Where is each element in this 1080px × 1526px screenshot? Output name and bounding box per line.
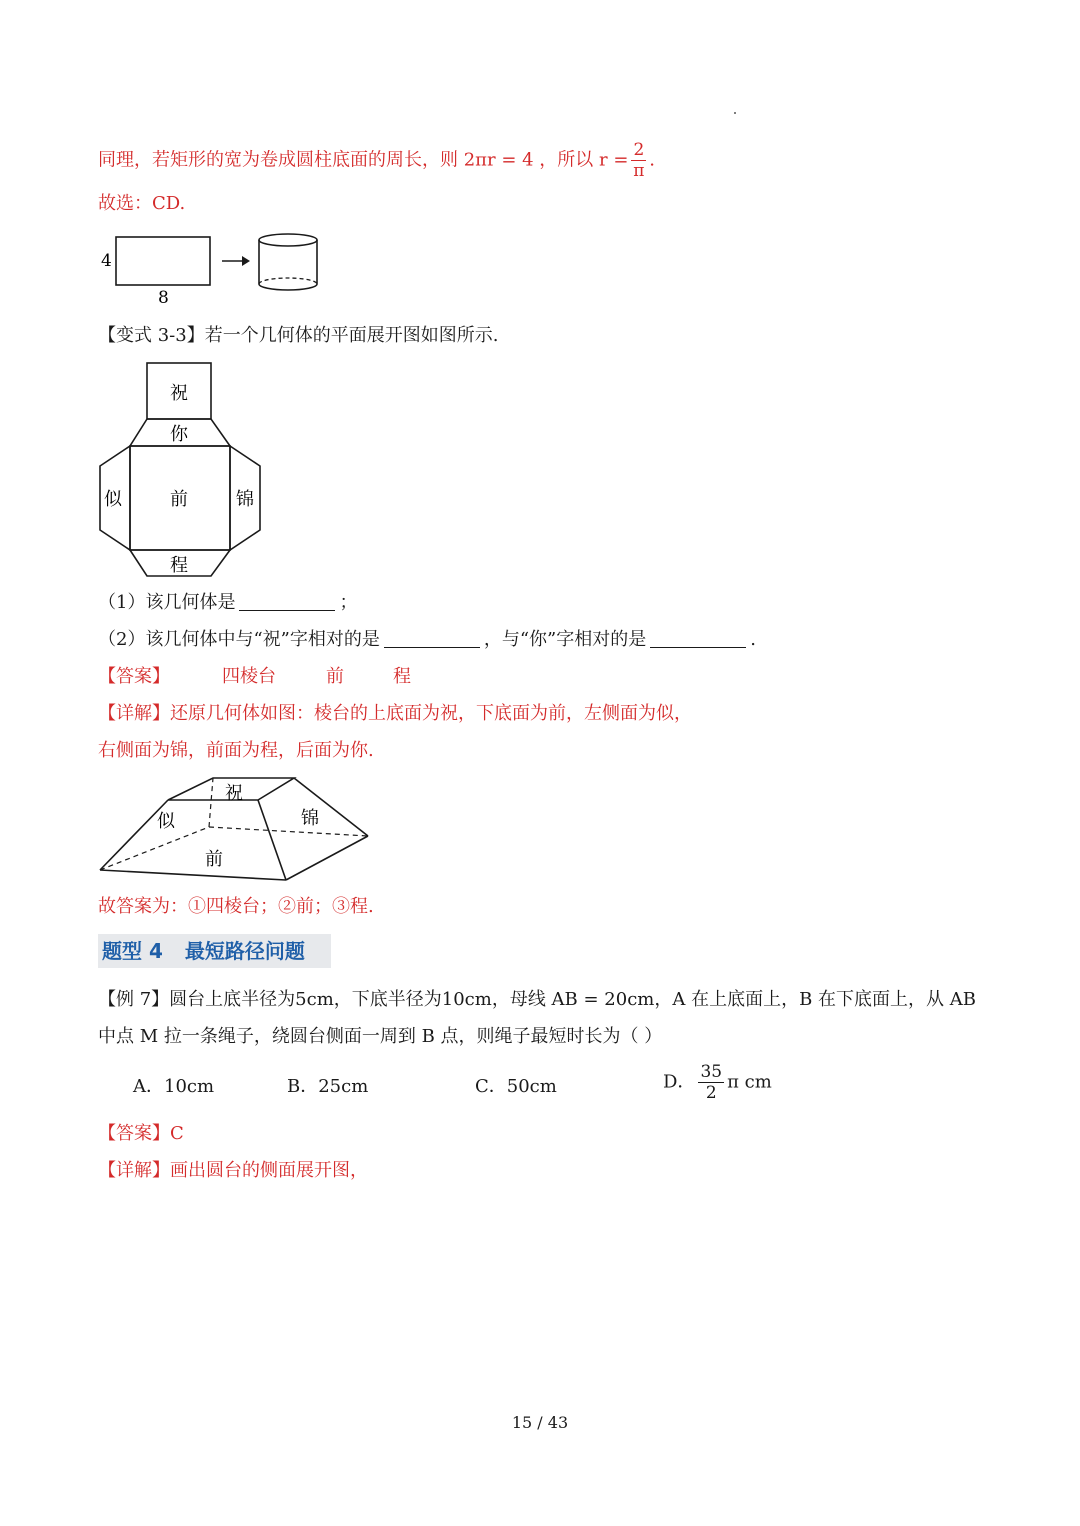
answer-label: 【答案】 <box>98 666 170 687</box>
cylinder-top <box>259 234 317 246</box>
frustum-net-figure <box>96 360 266 580</box>
answer-value-2: 前 <box>326 666 344 687</box>
detail-line-1 <box>98 702 692 726</box>
example-7-detail-label: 【详解】 <box>98 1160 170 1181</box>
frustum-edge-front-right-lateral <box>258 800 286 880</box>
question-2-suffix: . <box>750 629 756 650</box>
example-7-line-2: 中点 M 拉一条绳子，绕圆台侧面一周到 B 点，则绳子最短时长为（ ） <box>98 1026 663 1047</box>
net-label-center: 前 <box>170 489 188 510</box>
option-d-suffix: π cm <box>727 1071 772 1093</box>
fraction-denominator: π <box>633 161 645 181</box>
frustum-label-top: 祝 <box>225 783 243 804</box>
frustum-label-front: 前 <box>205 849 223 870</box>
section-heading <box>98 934 331 968</box>
section-number: 题型 4 <box>102 939 163 963</box>
option-d-fraction <box>698 1062 724 1103</box>
rect-width-label: 8 <box>158 288 169 308</box>
scan-dot <box>734 112 736 114</box>
example-7-answer <box>98 1122 184 1146</box>
net-label-left: 似 <box>104 489 122 510</box>
example-7-line-1: 【例 7】圆台上底半径为5cm，下底半径为10cm，母线 AB = 20cm，A 在上底面上，B 在下底面上，从 AB <box>98 989 976 1010</box>
solution-line-1 <box>98 140 655 181</box>
question-1-text: （1）该几何体是 <box>98 592 236 613</box>
answer-value-3: 程 <box>393 666 411 687</box>
fraction-2-over-pi <box>631 140 646 181</box>
solution-line-2: 故选：CD. <box>98 193 186 214</box>
frustum-edge-bottom-right <box>286 836 368 880</box>
frustum-hidden-back-left-lateral <box>209 778 213 827</box>
example-7-answer-label: 【答案】 <box>98 1123 170 1144</box>
net-label-upper: 你 <box>170 424 188 445</box>
frustum-hidden-bottom-left <box>100 827 209 870</box>
example-7-answer-value: C <box>170 1123 184 1144</box>
solution-line-1-text: 同理，若矩形的宽为卷成圆柱底面的周长，则 2πr = 4 ，所以 r = <box>98 149 629 171</box>
question-1-suffix: ； <box>339 592 358 613</box>
answer-blank-2 <box>384 629 480 648</box>
rectangle <box>116 237 210 285</box>
variant-3-3-prompt: 【变式 3-3】若一个几何体的平面展开图如图所示. <box>98 325 499 346</box>
frustum-label-right: 锦 <box>301 808 319 829</box>
question-2 <box>98 628 756 652</box>
section-title: 最短路径问题 <box>184 939 305 963</box>
question-1 <box>98 591 357 615</box>
page-number: 15 / 43 <box>511 1413 569 1432</box>
question-2-text: （2）该几何体中与“祝”字相对的是 <box>98 629 380 650</box>
example-7-detail-text: 画出圆台的侧面展开图， <box>170 1160 368 1181</box>
conclusion-line: 故答案为：①四棱台；②前；③程. <box>98 896 374 917</box>
fraction-numerator: 2 <box>633 140 645 160</box>
solution-line-1-end: . <box>649 149 655 171</box>
example-7-detail <box>98 1159 368 1183</box>
option-d-denominator: 2 <box>705 1083 717 1103</box>
cylinder-bottom-front <box>259 284 317 290</box>
answer-value-1: 四棱台 <box>222 666 276 687</box>
option-b: B．25cm <box>287 1076 369 1097</box>
option-d-prefix: D． <box>663 1071 696 1093</box>
rectangle-to-cylinder-figure <box>96 226 336 310</box>
option-d <box>663 1062 772 1103</box>
frustum-edge-bottom-front <box>100 870 286 880</box>
net-label-right: 锦 <box>236 489 254 510</box>
cylinder-bottom-back <box>259 278 317 284</box>
frustum-label-left: 似 <box>157 811 175 832</box>
arrow-head <box>242 256 250 266</box>
answer-blank-1 <box>239 592 335 611</box>
frustum-figure <box>96 770 376 886</box>
net-label-top: 祝 <box>170 383 188 404</box>
answer-line <box>98 665 411 689</box>
option-d-numerator: 35 <box>700 1062 723 1082</box>
net-label-bottom: 程 <box>170 555 188 576</box>
frustum-hidden-bottom-back <box>209 827 368 836</box>
option-c: C．50cm <box>475 1076 557 1097</box>
answer-blank-3 <box>650 629 746 648</box>
rect-height-label: 4 <box>101 251 112 271</box>
detail-label: 【详解】 <box>98 703 170 724</box>
question-2-mid: ，与“你”字相对的是 <box>483 629 647 650</box>
detail-line-2: 右侧面为锦，前面为程，后面为你. <box>98 740 374 761</box>
option-a: A．10cm <box>133 1076 215 1097</box>
detail-line-1-text: 还原几何体如图：棱台的上底面为祝，下底面为前，左侧面为似， <box>170 703 692 724</box>
